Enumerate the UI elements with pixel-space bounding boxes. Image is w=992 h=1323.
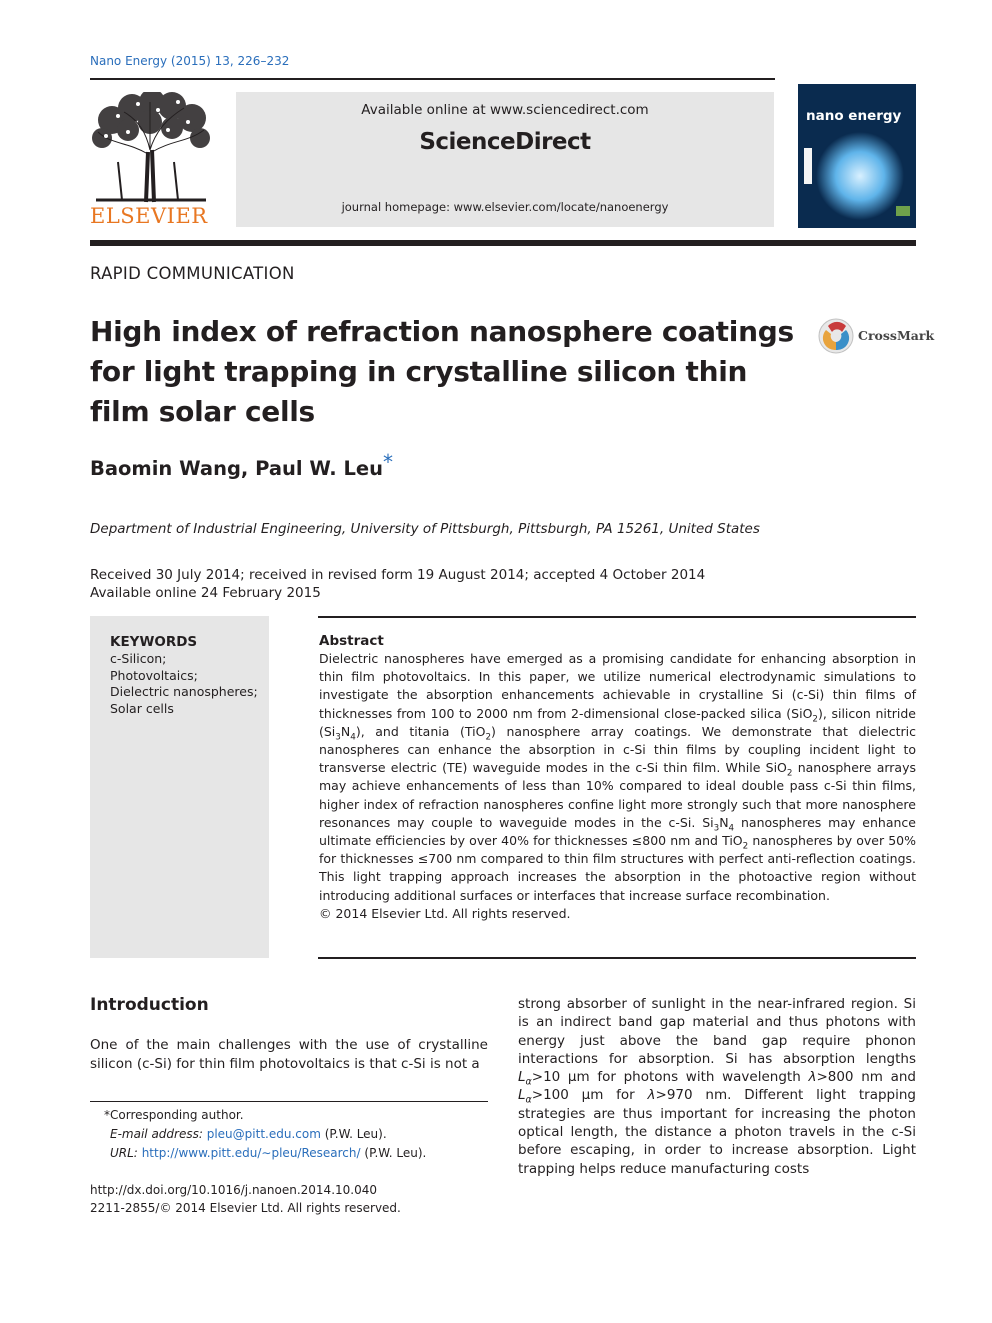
cover-sphere-icon xyxy=(798,84,916,228)
elsevier-tree-icon xyxy=(88,92,214,204)
keyword-item: c-Silicon; xyxy=(110,651,167,666)
email-note xyxy=(90,1125,426,1144)
abstract-heading: Abstract xyxy=(319,633,384,649)
elsevier-logo xyxy=(88,92,214,232)
received-dates: Received 30 July 2014; received in revised form 19 August 2014; accepted 4 October 2014 xyxy=(90,567,706,583)
abstract-copyright: © 2014 Elsevier Ltd. All rights reserved. xyxy=(319,905,571,921)
corresponding-author-link[interactable]: * xyxy=(383,450,394,474)
crossmark-badge[interactable] xyxy=(818,318,935,354)
keyword-list xyxy=(110,651,260,717)
journal-header-box xyxy=(236,92,774,227)
keyword-item: Solar cells xyxy=(110,700,174,716)
top-divider xyxy=(90,78,775,80)
article-dates xyxy=(90,567,705,602)
keyword-item: Dielectric nanospheres; xyxy=(110,684,258,699)
doi-block xyxy=(90,1181,401,1217)
elsevier-wordmark: ELSEVIER xyxy=(90,204,208,228)
corresponding-author-note: *Corresponding author. xyxy=(104,1108,244,1122)
email-suffix: (P.W. Leu). xyxy=(324,1127,387,1141)
sciencedirect-logo[interactable]: ScienceDirect xyxy=(419,129,591,155)
issn-copyright: 2211-2855/© 2014 Elsevier Ltd. All rights reserved. xyxy=(90,1201,401,1215)
introduction-right-column: strong absorber of sunlight in the near-infrared region. Si is an indirect band gap material and thus photons with energy just above the band gap require phonon interactions for absorption. Si has absorption lengths $L_\alpha>10$ μm for photons with wavelength λ>800 nm and $L_\alpha>100$ μm for λ>970 nm. Different light trapping strategies are thus important for increasing the photon optical length, the distance a photon travels in the c-Si before escaping, in order to increase absorption. Light trapping helps reduce manufacturing costs xyxy=(518,996,916,1177)
doi-link[interactable]: http://dx.doi.org/10.1016/j.nanoen.2014.10.040 xyxy=(90,1183,377,1197)
abstract-top-divider xyxy=(318,616,916,618)
journal-homepage-text[interactable]: journal homepage: www.elsevier.com/locate/nanoenergy xyxy=(341,200,669,214)
introduction-heading: Introduction xyxy=(90,995,209,1015)
crossmark-label: CrossMark xyxy=(858,328,935,343)
keywords-heading: KEYWORDS xyxy=(110,634,198,650)
email-link[interactable]: pleu@pitt.edu.com xyxy=(206,1127,321,1141)
keyword-item: Photovoltaics; xyxy=(110,667,198,683)
email-label: E-mail address: xyxy=(110,1127,203,1141)
abstract-body: Dielectric nanospheres have emerged as a promising candidate for enhancing absorption in thin film photovoltaics. In this paper, we utilize numerical electrodynamic simulations to investigate the absorption enhancements achievable in crystalline Si (c-Si) thin films of thicknesses from 100 to 2000 nm from 2-dimensional close-packed silica (SiO$_2$), silicon nitride $(Si_3N_4)$, and titania (TiO$_2$) nanosphere array coatings. We demonstrate that dielectric nanospheres can enhance the absorption in c-Si thin films by coupling incident light to transverse electric (TE) waveguide modes in the c-Si thin film. While SiO$_2$ nanosphere arrays may achieve enhancements of less than 10% compared to ideal double pass c-Si thin films, higher index of refraction nanospheres confine light more strongly such that more nanosphere resonances may couple to waveguide modes in the c-Si. $Si_3N_4$ nanospheres may enhance ultimate efficiencies by over 40% for thicknesses ≤800 nm and TiO$_2$ nanospheres by over 50% for thicknesses ≤700 nm compared to thin film structures with perfect anti-reflection coatings. This light trapping approach increases the absorption in the photoactive region without introducing additional surfaces or interfaces that increase surface recombination. xyxy=(319,651,916,903)
author-names: Baomin Wang, Paul W. Leu xyxy=(90,457,384,480)
available-date: Available online 24 February 2015 xyxy=(90,584,321,601)
abstract-bottom-divider xyxy=(318,957,916,959)
article-type-label: RAPID COMMUNICATION xyxy=(90,264,295,283)
abstract xyxy=(319,632,916,923)
journal-citation[interactable]: Nano Energy (2015) 13, 226–232 xyxy=(90,54,290,68)
url-note xyxy=(90,1144,426,1163)
available-online-text[interactable]: Available online at www.sciencedirect.com xyxy=(361,102,649,118)
author-affiliation: Department of Industrial Engineering, University of Pittsburgh, Pittsburgh, PA 15261, United States xyxy=(90,521,760,537)
journal-cover-image[interactable] xyxy=(798,84,916,228)
footnotes xyxy=(90,1106,426,1163)
footnote-divider xyxy=(90,1101,488,1102)
header-divider xyxy=(90,240,916,246)
introduction-left-column: One of the main challenges with the use of crystalline silicon (c-Si) for thin film photovoltaics is that c-Si is not a xyxy=(90,1037,488,1072)
url-link[interactable]: http://www.pitt.edu/∼pleu/Research/ xyxy=(141,1146,361,1160)
crossmark-icon xyxy=(818,318,856,354)
url-suffix: (P.W. Leu). xyxy=(364,1146,427,1160)
article-title: High index of refraction nanosphere coatings for light trapping in crystalline silicon thin film solar cells xyxy=(90,315,794,428)
keywords-box xyxy=(90,616,269,958)
cover-title: nano energy xyxy=(806,108,902,124)
author-list xyxy=(90,450,394,480)
url-label: URL: xyxy=(110,1146,138,1160)
